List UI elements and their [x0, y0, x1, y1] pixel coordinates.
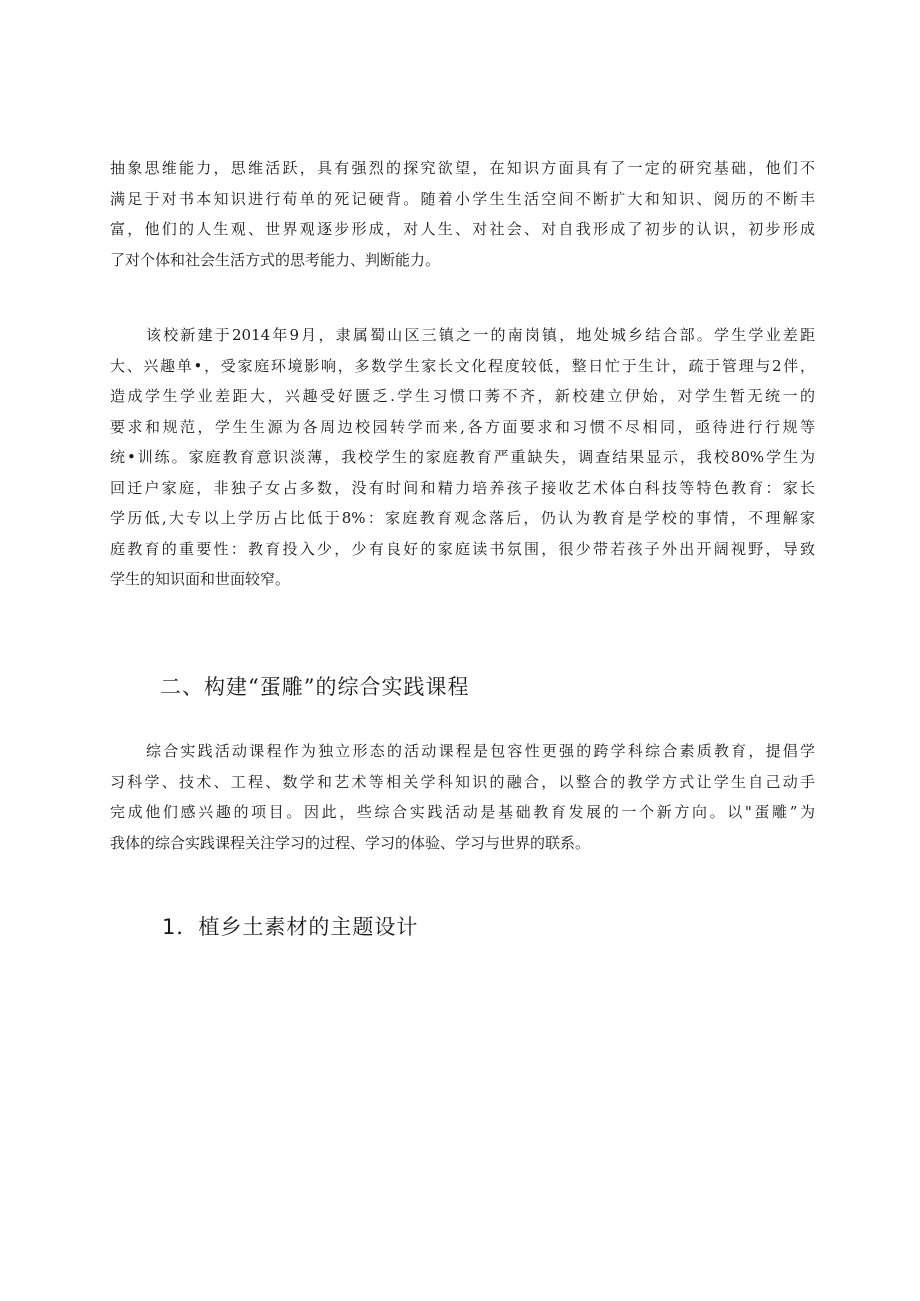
text-line: 学生的知识面和世面较窄。: [110, 570, 291, 588]
text-line: 习科学、技术、工程、数学和艺术等相关学科知识的融合，以整合的教学方式让学生自己动手: [110, 772, 815, 791]
text-line: 综合实践活动课程作为独立形态的活动课程是包容性更强的跨学科综合素质教育，提倡学: [146, 742, 815, 760]
paragraph-student-characteristics: [110, 153, 815, 275]
paragraph-practice-course: [110, 736, 815, 858]
text-line: 满足于对书本知识进行荀单的死记硬背。随着小学生生活空间不断扩大和知识、阅历的不断丰: [110, 189, 815, 208]
text-line: 我体的综合实践课程关注学习的过程、学习的体验、学习与世界的联系。: [110, 833, 591, 852]
text-line: 抽象思维能力，思维活跃，具有强烈的探究欲望，在知识方面具有了一定的研究基础，他们不: [110, 159, 815, 177]
text-line: 庭教育的重要性：教育投入少，少有良好的家庭读书氛围，很少带若孩子外出开阔视野，导致: [110, 539, 815, 558]
text-line: 统•训练。家庭教育意识淡薄，我校学生的家庭教育严重缺失，调查结果显示，我校80%学生为: [110, 448, 815, 466]
section-heading: 二、构建“蛋雕”的综合实践课程: [160, 675, 470, 699]
text-line: 要求和规范，学生生源为各周边校园转学而来,各方面要求和习惯不尽相同，亟待进行行规等: [110, 417, 815, 436]
text-line: 造成学生学业差距大，兴趣受好匮乏.学生习惯口莠不齐，新校建立伊始，对学生暂无统一的: [110, 387, 815, 405]
text-line: 该校新建于2014年9月，隶属蜀山区三镇之一的南岗镇，地处城乡结合部。学生学业差距: [146, 326, 815, 344]
text-line: 富，他们的人生观、世界观逐步形成，对人生、对社会、对自我形成了初步的认识，初步形成: [110, 220, 815, 238]
paragraph-school-background: [110, 320, 815, 595]
text-line: 回迁户家庭，非独子女占多数，没有时间和精力培养孩子接收艺术体白科技等特色教育：家长: [110, 478, 815, 497]
subsection-heading: 1．植乡土素材的主题设计: [162, 915, 419, 939]
text-line: 学历低,大专以上学历占比低于8%：家庭教育观念落后，仍认为教育是学校的事情，不理解家: [110, 509, 815, 527]
text-line: 大、兴趣单•，受家庭环境影响，多数学生家长文化程度较低，整日忙于生计，疏于管理与2伴，: [110, 356, 815, 375]
text-line: 了对个体和社会生活方式的思考能力、判断能力。: [110, 250, 441, 269]
text-line: 完成他们感兴趣的项目。因此，些综合实践活动是基础教育发展的一个新方向。以"蛋雕”为: [110, 803, 815, 821]
